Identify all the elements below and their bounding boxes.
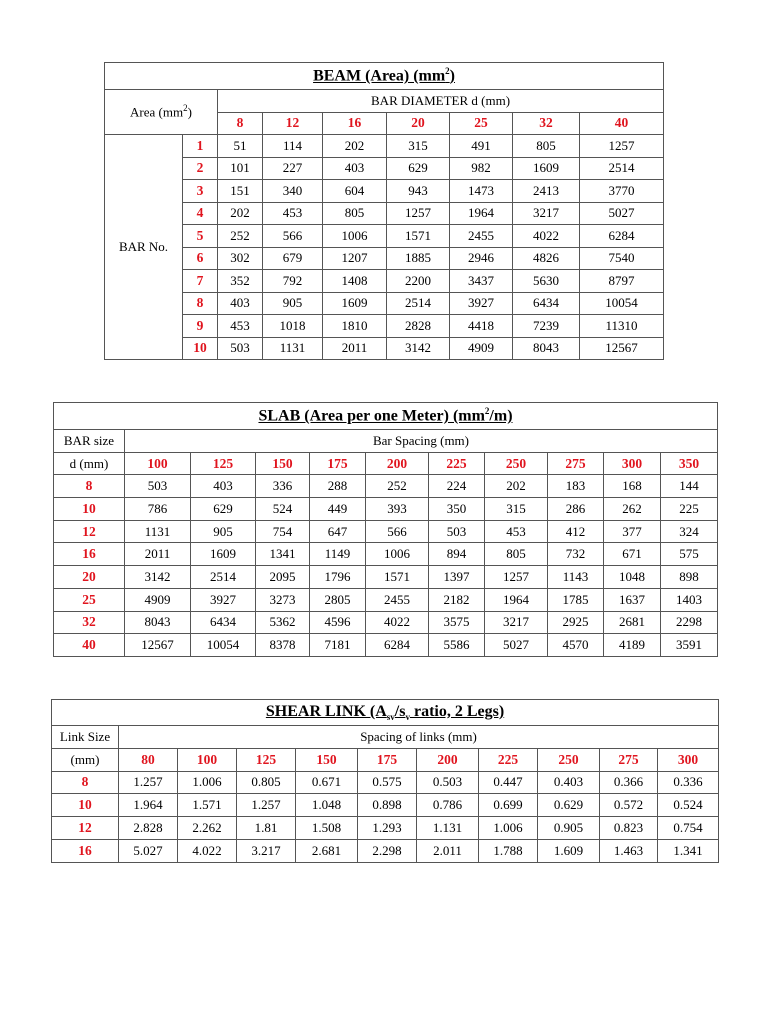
area-value: 1149 <box>310 543 366 566</box>
bar-count: 8 <box>183 292 218 315</box>
area-value: 1257 <box>485 566 548 589</box>
area-value: 2182 <box>429 588 485 611</box>
area-value: 1637 <box>604 588 661 611</box>
area-value: 5027 <box>485 634 548 657</box>
spacing-header: 275 <box>600 748 658 771</box>
area-value: 2514 <box>387 292 450 315</box>
bar-count: 9 <box>183 315 218 338</box>
area-value: 2455 <box>366 588 429 611</box>
area-value: 377 <box>604 520 661 543</box>
area-value: 1403 <box>661 588 718 611</box>
beam-area-table <box>104 62 664 360</box>
area-value: 805 <box>513 135 580 158</box>
ratio-value: 0.898 <box>358 794 417 817</box>
area-value: 4909 <box>125 588 191 611</box>
spacing-header: 125 <box>191 452 256 475</box>
table-row <box>105 270 664 293</box>
spacing-header: 225 <box>479 748 538 771</box>
area-value: 786 <box>125 498 191 521</box>
area-value: 2011 <box>125 543 191 566</box>
area-value: 10054 <box>191 634 256 657</box>
slab-table-title: SLAB (Area per one Meter) $(mm^2/m)$ <box>54 403 718 430</box>
ratio-value: 1.006 <box>479 817 538 840</box>
table-row <box>54 520 718 543</box>
area-value: 1143 <box>548 566 604 589</box>
area-value: 10054 <box>580 292 664 315</box>
area-value: 2925 <box>548 611 604 634</box>
shear-table-title: SHEAR LINK ($A_{sv}/s_v$ ratio, 2 Legs) <box>52 700 719 726</box>
area-value: 1609 <box>513 157 580 180</box>
bar-size: 8 <box>54 475 125 498</box>
area-value: 51 <box>218 135 263 158</box>
bar-size-label: BAR size <box>54 430 125 453</box>
diameter-header: 25 <box>450 112 513 135</box>
ratio-value: 0.447 <box>479 771 538 794</box>
area-value: 12567 <box>125 634 191 657</box>
spacing-header: 250 <box>485 452 548 475</box>
ratio-value: 2.681 <box>296 839 358 862</box>
area-value: 7540 <box>580 247 664 270</box>
table-row <box>54 475 718 498</box>
area-value: 805 <box>323 202 387 225</box>
area-value: 453 <box>263 202 323 225</box>
area-value: 792 <box>263 270 323 293</box>
ratio-value: 1.048 <box>296 794 358 817</box>
ratio-value: 1.131 <box>417 817 479 840</box>
area-value: 2828 <box>387 315 450 338</box>
area-value: 4596 <box>310 611 366 634</box>
spacing-header: 175 <box>358 748 417 771</box>
area-value: 1964 <box>485 588 548 611</box>
table-row <box>54 611 718 634</box>
area-value: 3770 <box>580 180 664 203</box>
link-size: 8 <box>52 771 119 794</box>
area-value: 393 <box>366 498 429 521</box>
diameter-header: 8 <box>218 112 263 135</box>
table-row <box>105 315 664 338</box>
ratio-value: 1.788 <box>479 839 538 862</box>
link-size: 10 <box>52 794 119 817</box>
table-row <box>54 498 718 521</box>
area-value: 2681 <box>604 611 661 634</box>
area-value: 4570 <box>548 634 604 657</box>
area-value: 101 <box>218 157 263 180</box>
bar-spacing-label: Bar Spacing (mm) <box>125 430 718 453</box>
ratio-value: 1.341 <box>658 839 719 862</box>
area-value: 11310 <box>580 315 664 338</box>
area-value: 2455 <box>450 225 513 248</box>
area-value: 352 <box>218 270 263 293</box>
ratio-value: 0.786 <box>417 794 479 817</box>
area-value: 1207 <box>323 247 387 270</box>
area-value: 1048 <box>604 566 661 589</box>
area-value: 151 <box>218 180 263 203</box>
spacing-header: 80 <box>119 748 178 771</box>
area-value: 1018 <box>263 315 323 338</box>
area-value: 3217 <box>513 202 580 225</box>
diameter-header: 16 <box>323 112 387 135</box>
area-value: 324 <box>661 520 718 543</box>
area-value: 805 <box>485 543 548 566</box>
area-value: 1609 <box>191 543 256 566</box>
table-row <box>105 247 664 270</box>
table-row <box>52 817 719 840</box>
bar-count: 6 <box>183 247 218 270</box>
spacing-header: 150 <box>296 748 358 771</box>
area-value: 5027 <box>580 202 664 225</box>
ratio-value: 1.006 <box>178 771 237 794</box>
area-value: 1341 <box>256 543 310 566</box>
area-value: 671 <box>604 543 661 566</box>
area-value: 1810 <box>323 315 387 338</box>
area-value: 1397 <box>429 566 485 589</box>
area-value: 6284 <box>580 225 664 248</box>
area-value: 1408 <box>323 270 387 293</box>
area-value: 227 <box>263 157 323 180</box>
spacing-header: 150 <box>256 452 310 475</box>
area-value: 503 <box>429 520 485 543</box>
area-value: 3575 <box>429 611 485 634</box>
spacing-header: 300 <box>658 748 719 771</box>
area-value: 403 <box>191 475 256 498</box>
table-row <box>52 771 719 794</box>
area-value: 8378 <box>256 634 310 657</box>
area-value: 4189 <box>604 634 661 657</box>
area-value: 449 <box>310 498 366 521</box>
area-value: 3437 <box>450 270 513 293</box>
area-value: 2514 <box>580 157 664 180</box>
ratio-value: 1.508 <box>296 817 358 840</box>
area-value: 2413 <box>513 180 580 203</box>
ratio-value: 0.403 <box>538 771 600 794</box>
area-value: 754 <box>256 520 310 543</box>
bar-diameter-label: BAR DIAMETER d (mm) <box>218 90 664 113</box>
bar-size: 32 <box>54 611 125 634</box>
area-value: 3142 <box>125 566 191 589</box>
link-size: 12 <box>52 817 119 840</box>
link-size: 16 <box>52 839 119 862</box>
area-value: 183 <box>548 475 604 498</box>
bar-size: 40 <box>54 634 125 657</box>
ratio-value: 1.257 <box>119 771 178 794</box>
area-value: 114 <box>263 135 323 158</box>
area-value: 1609 <box>323 292 387 315</box>
area-value: 1257 <box>580 135 664 158</box>
area-value: 4909 <box>450 337 513 360</box>
area-value: 252 <box>366 475 429 498</box>
ratio-value: 0.503 <box>417 771 479 794</box>
bar-size: 12 <box>54 520 125 543</box>
ratio-value: 1.571 <box>178 794 237 817</box>
ratio-value: 1.81 <box>237 817 296 840</box>
area-value: 7239 <box>513 315 580 338</box>
area-value: 453 <box>485 520 548 543</box>
table-row <box>105 157 664 180</box>
area-value: 604 <box>323 180 387 203</box>
ratio-value: 1.609 <box>538 839 600 862</box>
slab-area-table <box>53 402 718 657</box>
diameter-header: 32 <box>513 112 580 135</box>
ratio-value: 0.572 <box>600 794 658 817</box>
area-value: 566 <box>263 225 323 248</box>
area-value: 1964 <box>450 202 513 225</box>
bar-size: 20 <box>54 566 125 589</box>
area-value: 202 <box>218 202 263 225</box>
table-row <box>54 634 718 657</box>
area-value: 629 <box>387 157 450 180</box>
area-label: Area $(mm^2)$ <box>105 90 218 135</box>
table-row <box>105 337 664 360</box>
area-value: 1796 <box>310 566 366 589</box>
area-value: 943 <box>387 180 450 203</box>
area-value: 144 <box>661 475 718 498</box>
table-row <box>52 794 719 817</box>
table-row <box>105 292 664 315</box>
area-value: 8797 <box>580 270 664 293</box>
area-value: 1785 <box>548 588 604 611</box>
table-row <box>105 225 664 248</box>
link-size-label: Link Size <box>52 726 119 749</box>
ratio-value: 0.754 <box>658 817 719 840</box>
area-value: 1131 <box>263 337 323 360</box>
spacing-header: 175 <box>310 452 366 475</box>
ratio-value: 2.011 <box>417 839 479 862</box>
area-value: 262 <box>604 498 661 521</box>
beam-table-title: BEAM (Area) $(mm^2)$ <box>105 63 664 90</box>
area-value: 503 <box>218 337 263 360</box>
area-value: 491 <box>450 135 513 158</box>
area-value: 1257 <box>387 202 450 225</box>
area-value: 168 <box>604 475 661 498</box>
area-value: 288 <box>310 475 366 498</box>
ratio-value: 0.575 <box>358 771 417 794</box>
area-value: 2946 <box>450 247 513 270</box>
area-value: 350 <box>429 498 485 521</box>
table-row <box>54 588 718 611</box>
area-value: 315 <box>485 498 548 521</box>
ratio-value: 4.022 <box>178 839 237 862</box>
area-value: 4418 <box>450 315 513 338</box>
area-value: 524 <box>256 498 310 521</box>
table-row <box>105 202 664 225</box>
area-value: 575 <box>661 543 718 566</box>
area-value: 905 <box>263 292 323 315</box>
area-value: 340 <box>263 180 323 203</box>
area-value: 647 <box>310 520 366 543</box>
area-value: 3927 <box>191 588 256 611</box>
bar-count: 5 <box>183 225 218 248</box>
area-value: 2805 <box>310 588 366 611</box>
shear-link-table <box>51 699 719 863</box>
bar-count: 3 <box>183 180 218 203</box>
bar-no-label: BAR No. <box>105 135 183 360</box>
area-value: 12567 <box>580 337 664 360</box>
area-value: 1131 <box>125 520 191 543</box>
table-row <box>54 543 718 566</box>
bar-count: 7 <box>183 270 218 293</box>
ratio-value: 2.298 <box>358 839 417 862</box>
ratio-value: 3.217 <box>237 839 296 862</box>
ratio-value: 1.463 <box>600 839 658 862</box>
ratio-value: 0.699 <box>479 794 538 817</box>
area-value: 202 <box>323 135 387 158</box>
d-mm-label: d (mm) <box>54 452 125 475</box>
mm-label: (mm) <box>52 748 119 771</box>
area-value: 6434 <box>191 611 256 634</box>
ratio-value: 0.671 <box>296 771 358 794</box>
area-value: 403 <box>218 292 263 315</box>
bar-count: 4 <box>183 202 218 225</box>
area-value: 3142 <box>387 337 450 360</box>
table-row <box>105 180 664 203</box>
bar-size: 16 <box>54 543 125 566</box>
area-value: 894 <box>429 543 485 566</box>
area-value: 1571 <box>387 225 450 248</box>
diameter-header: 12 <box>263 112 323 135</box>
area-value: 403 <box>323 157 387 180</box>
area-value: 2298 <box>661 611 718 634</box>
area-value: 1473 <box>450 180 513 203</box>
ratio-value: 2.828 <box>119 817 178 840</box>
spacing-header: 200 <box>417 748 479 771</box>
ratio-value: 1.257 <box>237 794 296 817</box>
area-value: 629 <box>191 498 256 521</box>
ratio-value: 2.262 <box>178 817 237 840</box>
area-value: 7181 <box>310 634 366 657</box>
area-value: 224 <box>429 475 485 498</box>
diameter-header: 20 <box>387 112 450 135</box>
ratio-value: 0.805 <box>237 771 296 794</box>
area-value: 8043 <box>125 611 191 634</box>
area-value: 252 <box>218 225 263 248</box>
area-value: 1885 <box>387 247 450 270</box>
area-value: 202 <box>485 475 548 498</box>
area-value: 6284 <box>366 634 429 657</box>
area-value: 2514 <box>191 566 256 589</box>
area-value: 1571 <box>366 566 429 589</box>
area-value: 315 <box>387 135 450 158</box>
bar-count: 10 <box>183 337 218 360</box>
bar-size: 10 <box>54 498 125 521</box>
diameter-header: 40 <box>580 112 664 135</box>
ratio-value: 0.905 <box>538 817 600 840</box>
area-value: 286 <box>548 498 604 521</box>
area-value: 2011 <box>323 337 387 360</box>
ratio-value: 0.629 <box>538 794 600 817</box>
area-value: 225 <box>661 498 718 521</box>
area-value: 732 <box>548 543 604 566</box>
area-value: 8043 <box>513 337 580 360</box>
area-value: 336 <box>256 475 310 498</box>
area-value: 5362 <box>256 611 310 634</box>
area-value: 3273 <box>256 588 310 611</box>
ratio-value: 0.366 <box>600 771 658 794</box>
spacing-header: 125 <box>237 748 296 771</box>
area-value: 302 <box>218 247 263 270</box>
area-value: 1006 <box>323 225 387 248</box>
bar-count: 2 <box>183 157 218 180</box>
ratio-value: 0.823 <box>600 817 658 840</box>
spacing-header: 100 <box>178 748 237 771</box>
area-value: 6434 <box>513 292 580 315</box>
area-value: 4826 <box>513 247 580 270</box>
area-value: 412 <box>548 520 604 543</box>
area-value: 3927 <box>450 292 513 315</box>
bar-size: 25 <box>54 588 125 611</box>
spacing-header: 200 <box>366 452 429 475</box>
area-value: 3217 <box>485 611 548 634</box>
ratio-value: 0.336 <box>658 771 719 794</box>
area-value: 1006 <box>366 543 429 566</box>
spacing-header: 350 <box>661 452 718 475</box>
spacing-header: 300 <box>604 452 661 475</box>
area-value: 4022 <box>513 225 580 248</box>
area-value: 5630 <box>513 270 580 293</box>
bar-count: 1 <box>183 135 218 158</box>
area-value: 566 <box>366 520 429 543</box>
spacing-header: 100 <box>125 452 191 475</box>
area-value: 3591 <box>661 634 718 657</box>
area-value: 982 <box>450 157 513 180</box>
table-row <box>105 135 664 158</box>
spacing-header: 275 <box>548 452 604 475</box>
ratio-value: 1.293 <box>358 817 417 840</box>
ratio-value: 1.964 <box>119 794 178 817</box>
table-row <box>52 839 719 862</box>
ratio-value: 5.027 <box>119 839 178 862</box>
area-value: 898 <box>661 566 718 589</box>
area-value: 2095 <box>256 566 310 589</box>
area-value: 503 <box>125 475 191 498</box>
area-value: 4022 <box>366 611 429 634</box>
area-value: 2200 <box>387 270 450 293</box>
ratio-value: 0.524 <box>658 794 719 817</box>
area-value: 905 <box>191 520 256 543</box>
table-row <box>54 566 718 589</box>
links-spacing-label: Spacing of links (mm) <box>119 726 719 749</box>
area-value: 679 <box>263 247 323 270</box>
spacing-header: 250 <box>538 748 600 771</box>
area-value: 5586 <box>429 634 485 657</box>
area-value: 453 <box>218 315 263 338</box>
spacing-header: 225 <box>429 452 485 475</box>
